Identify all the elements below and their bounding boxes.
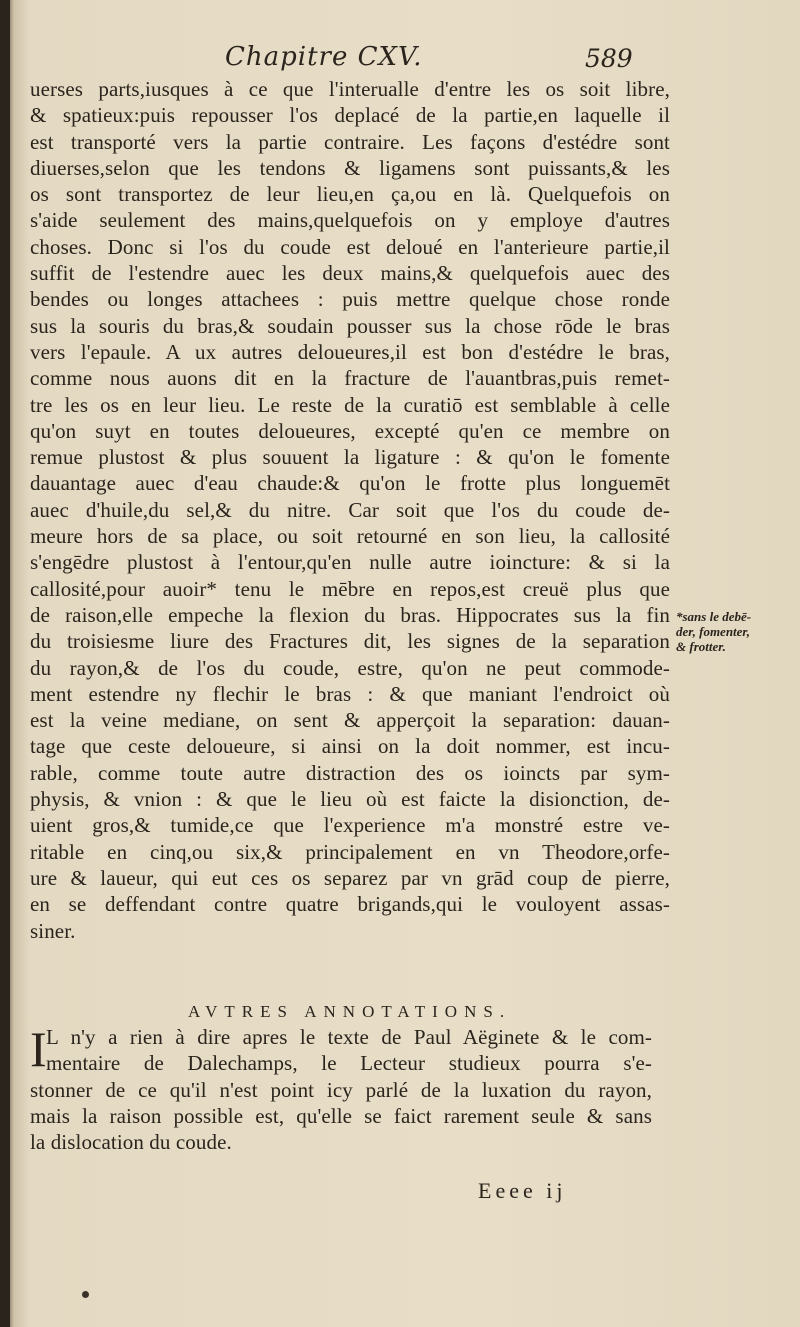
text-line: comme nous auons dit en la fracture de l'auantbras,puis remet- — [30, 366, 670, 391]
ink-speck — [82, 1291, 89, 1298]
text-line: de raison,elle empeche la flexion du bras. Hippocrates sus la fin — [30, 602, 670, 627]
running-title: Chapitre CXV. — [225, 42, 423, 72]
text-line: tre les os en leur lieu. Le reste de la curatiō est semblable à celle — [30, 392, 670, 417]
text-line: rable, comme toute autre distraction des os ioincts par sym- — [30, 760, 670, 785]
text-line: callosité,pour auoir* tenu le mēbre en repos,est creuë plus que — [30, 576, 670, 601]
text-line: os sont transportez de leur lieu,en ça,ou en là. Quelquefois on — [30, 182, 670, 207]
text-line: & spatieux:puis repousser l'os deplacé de la partie,en laquelle il — [30, 103, 670, 128]
annotation-line: mais la raison possible est, qu'elle se faict rarement seule & sans — [30, 1103, 652, 1128]
margin-note — [676, 609, 796, 654]
text-line: ment estendre ny flechir le bras : & que maniant l'endroict où — [30, 681, 670, 706]
text-line: auec d'huile,du sel,& du nitre. Car soit que l'os du coude de- — [30, 497, 670, 522]
margin-note-line: *sans le debē- — [676, 609, 752, 624]
drop-cap: I — [30, 1021, 47, 1077]
text-line: uerses parts,iusques à ce que l'interualle d'entre les os soit libre, — [30, 77, 670, 101]
text-line: ritable en cinq,ou six,& principalement en vn Theodore,orfe- — [30, 839, 670, 864]
text-line: physis, & vnion : & que le lieu où est faicte la disionction, de- — [30, 787, 670, 812]
main-text-block — [30, 76, 670, 944]
text-line: siner. — [30, 918, 76, 943]
text-line: est transporté vers la partie contraire. Les façons d'estédre sont — [30, 129, 670, 154]
text-line: tage que ceste deloueure, si ainsi on la doit nommer, est incu- — [30, 734, 670, 759]
text-line: du rayon,& de l'os du coude, estre, qu'on ne peut commode- — [30, 655, 670, 680]
annotation-line: la dislocation du coude. — [30, 1130, 232, 1155]
text-line: en se deffendant contre quatre brigands,qui le vouloyent assas- — [30, 892, 670, 917]
annotation-text-block — [30, 1021, 652, 1155]
text-line: uient gros,& tumide,ce que l'experience m'a monstré estre ve- — [30, 813, 670, 838]
catchword: Eeee ij — [478, 1178, 567, 1203]
page-number: 589 — [585, 44, 633, 73]
text-line: qu'on suyt en toutes deloueures, excepté qu'en ce membre on — [30, 418, 670, 443]
text-line: ure & laueur, qui eut ces os separez par vn grād coup de pierre, — [30, 865, 670, 890]
text-line: suffit de l'estendre auec les deux mains,& quelquefois auec des — [30, 261, 670, 286]
text-line: s'engēdre plustost à l'entour,qu'en nulle autre ioincture: & si la — [30, 550, 670, 575]
text-line: remue plustost & plus souuent la ligature : & qu'on le fomente — [30, 445, 670, 470]
text-line: du troisiesme liure des Fractures dit, les signes de la separation — [30, 629, 670, 654]
text-line: bendes ou longes attachees : puis mettre quelque chose ronde — [30, 287, 670, 312]
annotation-line: mentaire de Dalechamps, le Lecteur studieux pourra s'e- — [46, 1051, 652, 1076]
annotation-line: stonner de ce qu'il n'est point icy parlé de la luxation du rayon, — [30, 1077, 652, 1102]
section-heading: AVTRES ANNOTATIONS. — [188, 1002, 512, 1021]
text-line: sus la souris du bras,& soudain pousser sus la chose rōde le bras — [30, 313, 670, 338]
text-line: meure hors de sa place, ou soit retourné en son lieu, la callosité — [30, 524, 670, 549]
annotation-line: L n'y a rien à dire apres le texte de Paul Aëginete & le com- — [46, 1025, 652, 1049]
text-line: choses. Donc si l'os du coude est deloué en l'anterieure partie,il — [30, 234, 670, 259]
text-line: est la veine mediane, on sent & apperçoit la separation: dauan- — [30, 708, 670, 733]
text-line: vers l'epaule. A ux autres deloueures,il est bon d'estédre le bras, — [30, 339, 670, 364]
margin-note-line: & frotter. — [676, 639, 726, 654]
book-spine-shadow — [0, 0, 10, 1327]
text-line: dauantage auec d'eau chaude:& qu'on le frotte plus longuemēt — [30, 471, 670, 496]
text-line: s'aide seulement des mains,quelquefois on y employe d'autres — [30, 208, 670, 233]
margin-note-line: der, fomenter, — [676, 624, 751, 639]
text-line: diuerses,selon que les tendons & ligamens sont puissants,& les — [30, 155, 670, 180]
